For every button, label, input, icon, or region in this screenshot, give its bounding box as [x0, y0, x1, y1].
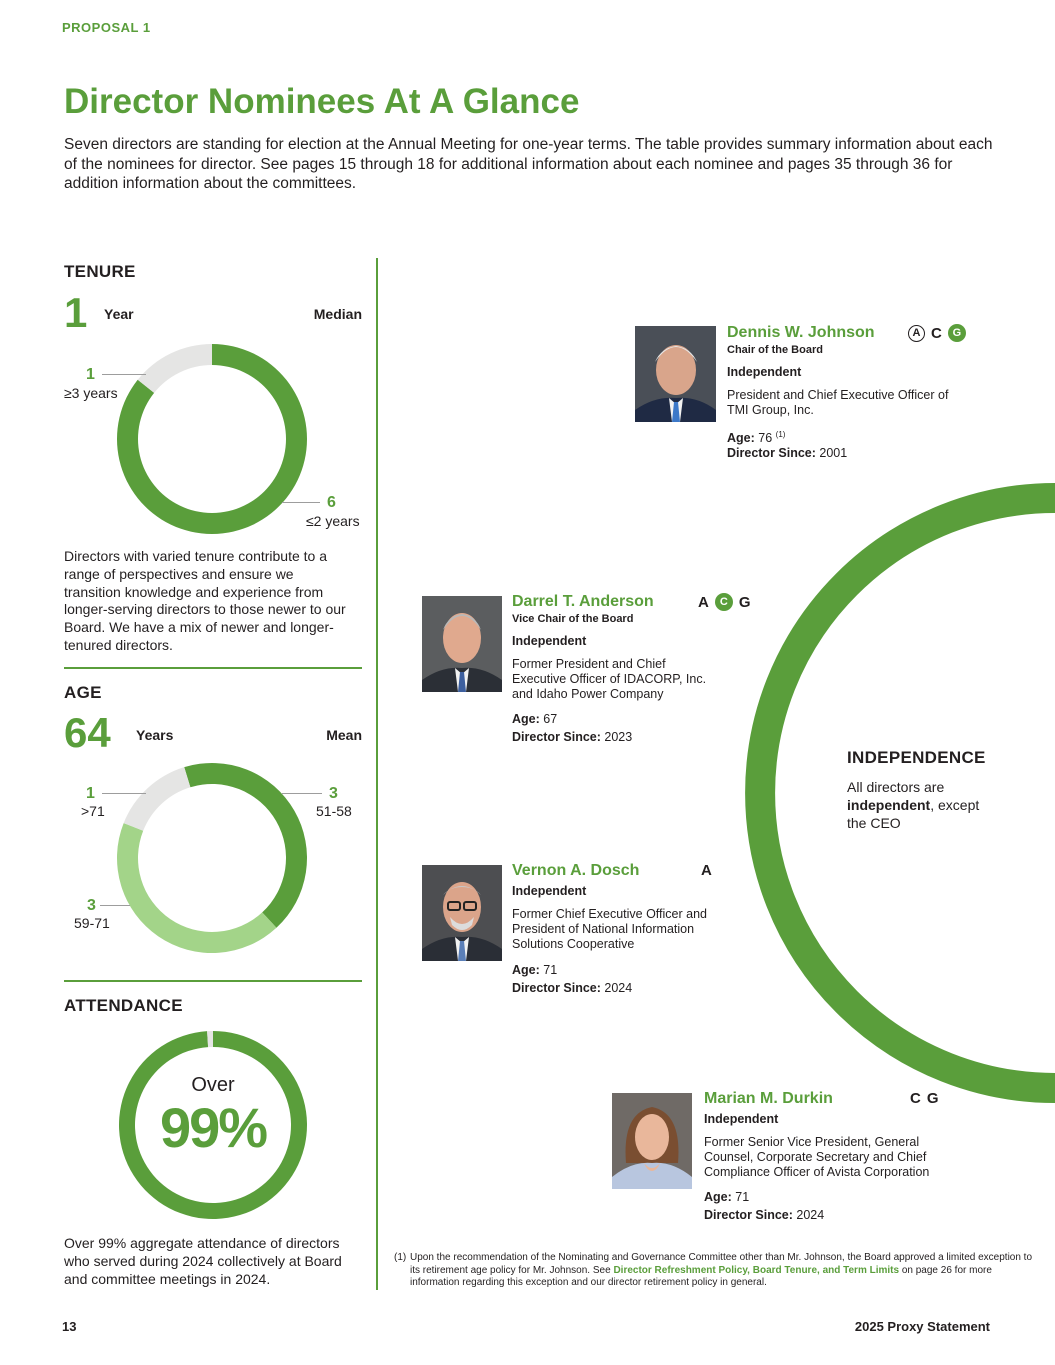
age-value: 76 — [758, 431, 773, 446]
since-label: Director Since: — [512, 981, 601, 995]
tenure-leader-2 — [282, 502, 320, 503]
director-role-anderson: Vice Chair of the Board — [512, 613, 634, 625]
tenure-slice-ge3 — [138, 344, 212, 393]
independence-text-post: , except the CEO — [847, 797, 980, 831]
age-stat-label: Mean — [326, 727, 362, 743]
age-leader-3 — [100, 905, 130, 906]
committee-badges-durkin — [910, 1090, 939, 1107]
age-callout-3-label: 59-71 — [74, 915, 110, 931]
age-callout-1-label: >71 — [81, 803, 105, 819]
director-name-dosch: Vernon A. Dosch — [512, 862, 640, 879]
age-callout-2-num: 3 — [329, 785, 338, 802]
footnote-text — [410, 1252, 1040, 1290]
director-desc-anderson: Former President and Chief Executive Officer of IDACORP, Inc. and Idaho Power Company — [512, 657, 707, 701]
intro-paragraph: Seven directors are standing for election at the Annual Meeting for one-year terms. The table provides summary information about each of the nominees for director. See pages 15 through 18 for additional information about each nominee and pages 35 through 36 for addition information about the committees. — [64, 136, 993, 192]
committee-badge-a: A — [701, 862, 712, 879]
independence-text-pre: All directors are — [847, 779, 945, 795]
attendance-description: Over 99% aggregate attendance of directors who served during 2024 collectively at Board and committee meetings in 2024. — [64, 1235, 342, 1287]
since-value: 2001 — [819, 446, 848, 460]
age-value: 71 — [735, 1190, 750, 1204]
document-title: 2025 Proxy Statement — [854, 1319, 990, 1334]
section-divider-2 — [64, 980, 362, 982]
since-label: Director Since: — [704, 1208, 793, 1222]
footnote-link[interactable]: Director Refreshment Policy, Board Tenure, and Term Limits — [613, 1264, 900, 1276]
attendance-slice-other — [207, 1031, 213, 1047]
director-age-anderson — [512, 710, 557, 728]
tenure-donut — [116, 343, 308, 535]
page-title: Director Nominees At A Glance — [64, 82, 580, 121]
footnote-text-pre: Upon the recommendation of the Nominating and Governance Committee other than Mr. Johnson, the Board approved a limited exception to its retirement age policy for Mr. Johnson. See — [410, 1252, 1033, 1276]
age-label: Age: — [512, 712, 540, 726]
column-divider — [376, 258, 378, 1290]
tenure-callout-2-num: 6 — [327, 494, 336, 511]
committee-badge-g: G — [738, 593, 751, 611]
committee-badge-g: G — [926, 1090, 939, 1107]
committee-badge-c: C — [931, 324, 942, 342]
director-role-johnson: Chair of the Board — [727, 344, 823, 356]
director-since-durkin — [704, 1206, 824, 1224]
age-label: Age: — [704, 1190, 732, 1204]
age-unit: Years — [136, 727, 174, 743]
committee-badge-c-chair: C — [715, 593, 733, 611]
tenure-callout-1-num: 1 — [86, 366, 95, 383]
tenure-heading: TENURE — [64, 262, 136, 281]
director-desc-durkin: Former Senior Vice President, General Counsel, Corporate Secretary and Chief Compliance Officer of Avista Corporation — [704, 1135, 930, 1179]
committee-badge-g-chair: G — [948, 324, 966, 342]
tenure-callout-2-label: ≤2 years — [306, 513, 360, 529]
director-independent-durkin: Independent — [704, 1112, 779, 1126]
tenure-description: Directors with varied tenure contribute to a range of perspectives and ensure we transition knowledge and experience from longer-serving directors to those newer to our Board. We have a mix of newer and longer-tenured directors. — [64, 548, 346, 653]
age-leader-2 — [282, 793, 322, 794]
age-donut — [116, 762, 308, 954]
age-label: Age: — [727, 431, 755, 446]
age-slice-over-71 — [124, 767, 191, 831]
independence-text — [847, 778, 997, 832]
age-callout-1-num: 1 — [86, 785, 95, 802]
age-label: Age: — [512, 963, 540, 977]
attendance-pct: 99% — [159, 1096, 267, 1159]
footnote-text-post: on page 26 for more information regarding this exception and our director retirement policy in general. — [410, 1264, 992, 1288]
director-photo-anderson — [422, 596, 502, 692]
age-callout-3-num: 3 — [87, 897, 96, 914]
age-heading: AGE — [64, 683, 102, 702]
director-photo-dosch — [422, 865, 502, 961]
age-slice-51-58 — [184, 763, 307, 928]
independence-heading: INDEPENDENCE — [847, 748, 986, 767]
attendance-heading: ATTENDANCE — [64, 996, 183, 1015]
since-label: Director Since: — [512, 730, 601, 744]
tenure-leader-1 — [102, 374, 146, 375]
director-photo-durkin — [612, 1093, 692, 1189]
since-value: 2023 — [604, 730, 633, 744]
page-number: 13 — [62, 1319, 77, 1334]
committee-badge-a: A — [698, 593, 709, 611]
director-since-anderson — [512, 728, 632, 746]
independence-text-bold: independent — [847, 797, 931, 813]
committee-badges-anderson — [698, 593, 751, 611]
director-independent-anderson: Independent — [512, 634, 587, 648]
director-age-dosch — [512, 961, 557, 979]
director-name-anderson: Darrel T. Anderson — [512, 593, 654, 610]
committee-badge-a-chair: A — [908, 325, 925, 342]
director-since-dosch — [512, 979, 632, 997]
age-callout-2-label: 51-58 — [316, 803, 352, 819]
footnote-ref: (1) — [775, 430, 786, 439]
director-name-johnson: Dennis W. Johnson — [727, 324, 875, 341]
tenure-callout-1-label: ≥3 years — [64, 385, 118, 401]
since-value: 2024 — [604, 981, 633, 995]
director-age-durkin — [704, 1188, 749, 1206]
director-photo-johnson — [635, 326, 716, 422]
committee-badges-johnson — [908, 324, 966, 342]
director-since-johnson — [727, 444, 847, 462]
tenure-value: 1 — [64, 289, 88, 336]
section-divider-1 — [64, 667, 362, 669]
age-leader-1 — [102, 793, 146, 794]
proposal-label: PROPOSAL 1 — [62, 20, 151, 35]
age-slice-59-71 — [117, 823, 276, 953]
tenure-stat-label: Median — [313, 306, 362, 322]
committee-badges-dosch — [701, 862, 712, 879]
director-independent-johnson: Independent — [727, 365, 802, 379]
director-name-durkin: Marian M. Durkin — [704, 1090, 833, 1107]
attendance-over-label: Over — [191, 1074, 235, 1096]
director-independent-dosch: Independent — [512, 884, 587, 898]
age-value: 71 — [543, 963, 558, 977]
committee-badge-c: C — [910, 1090, 921, 1107]
director-desc-johnson: President and Chief Executive Officer of TMI Group, Inc. — [727, 388, 949, 417]
since-label: Director Since: — [727, 446, 816, 460]
since-value: 2024 — [796, 1208, 825, 1222]
age-value: 64 — [64, 709, 111, 756]
age-value: 67 — [543, 712, 558, 726]
footnote-marker: (1) — [394, 1252, 407, 1263]
director-desc-dosch: Former Chief Executive Officer and President of National Information Solutions Cooperative — [512, 907, 707, 951]
tenure-unit: Year — [104, 306, 134, 322]
